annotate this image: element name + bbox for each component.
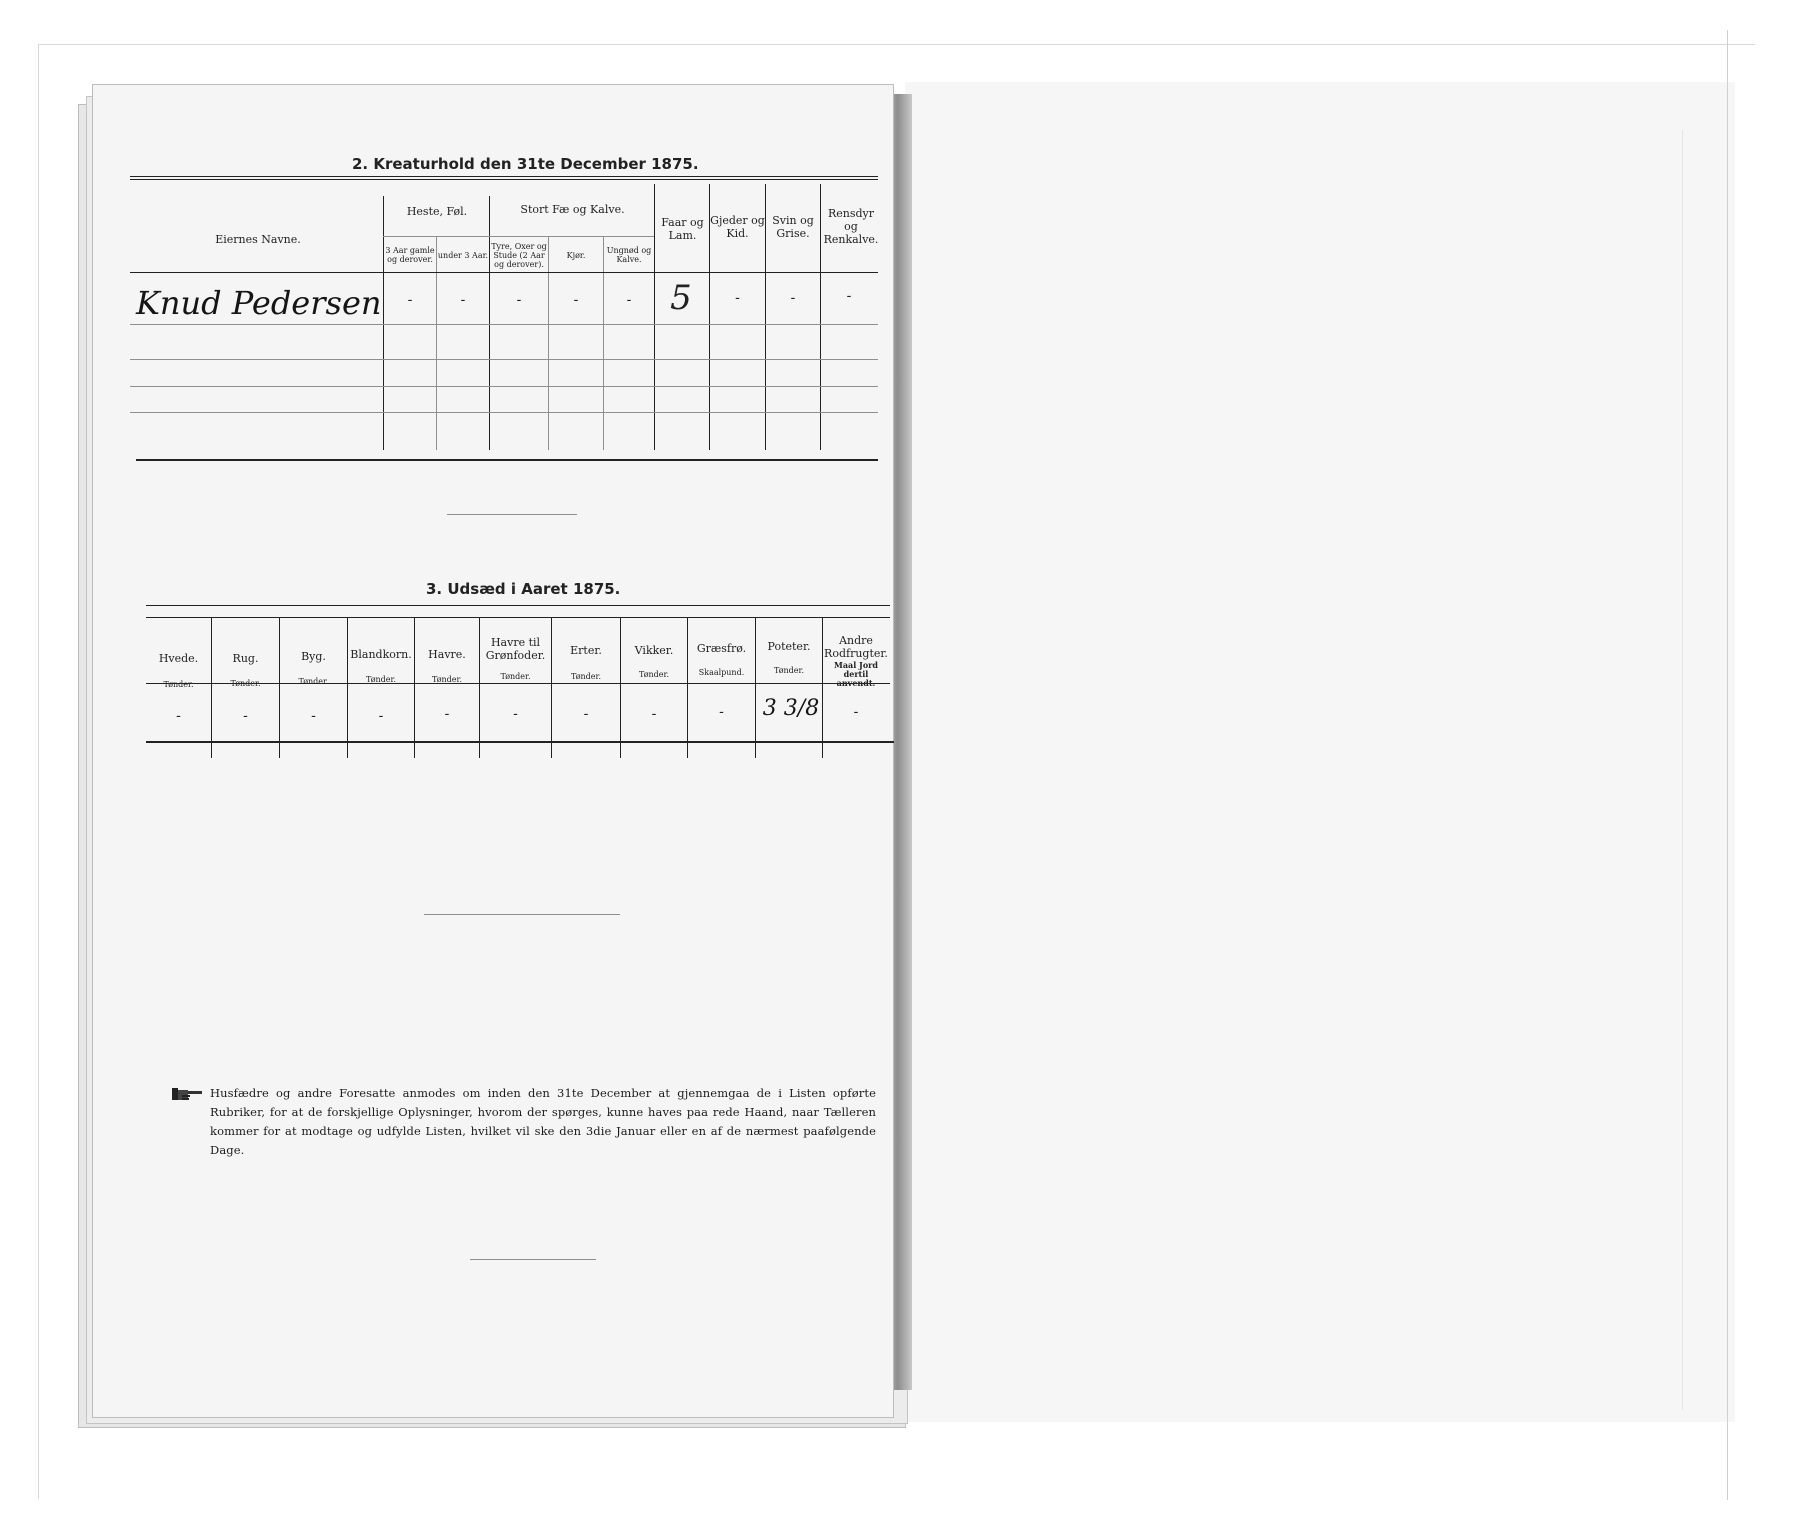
cell-pigs: - — [790, 290, 796, 306]
cell-goats: - — [735, 290, 740, 306]
cell-potatoes-handwritten: 3 3/8 — [762, 696, 820, 721]
table2-row-rule — [130, 359, 878, 360]
unit-green-fodder: Tønder. — [500, 672, 531, 681]
table3-col-rule — [687, 617, 688, 758]
header-reindeer: Rensdyr og Renkalve. — [823, 207, 879, 246]
table3-bottom-rule — [146, 741, 894, 743]
header-owner-names: Eiernes Navne. — [215, 233, 301, 246]
page-shadow-line — [1682, 130, 1683, 1410]
cell-root-crops: - — [853, 704, 859, 720]
table2-col-rule — [436, 236, 437, 450]
table2-top-rule-inner — [130, 179, 878, 180]
table2-col-rule — [548, 236, 549, 450]
table3-col-rule — [414, 617, 415, 758]
table3-col-rule — [755, 617, 756, 758]
cell-peas: - — [583, 706, 589, 722]
section-3-title: 3. Udsæd i Aaret 1875. — [426, 580, 621, 598]
scan-edge-line — [1727, 30, 1728, 1500]
header-sheep-lambs: Faar og Lam. — [661, 216, 704, 242]
header-cows: Kjør. — [566, 251, 586, 260]
unit-oats: Tønder. — [431, 675, 463, 684]
cell-cattle-cows: - — [573, 292, 579, 308]
footer-divider — [470, 1259, 596, 1260]
header-potatoes: Poteter. — [767, 640, 811, 653]
header-vetch: Vikker. — [634, 644, 674, 657]
header-young-cattle-calves: Ungnød og Kalve. — [606, 246, 652, 264]
unit-peas: Tønder. — [570, 672, 602, 681]
cell-rye: - — [243, 708, 248, 724]
unit-barley: Tønder. — [298, 677, 329, 686]
pointing-hand-icon — [172, 1086, 204, 1102]
table2-row-rule — [130, 324, 878, 325]
cell-sheep: 5 — [670, 278, 692, 318]
cell-wheat: - — [176, 708, 181, 724]
header-pigs-piglets: Svin og Grise. — [772, 214, 814, 240]
header-peas: Erter. — [570, 644, 602, 657]
table2-row-rule — [130, 386, 878, 387]
header-goats-kids: Gjeder og Kid. — [710, 214, 765, 240]
cell-cattle-young: - — [626, 292, 632, 308]
table2-col-rule — [603, 236, 604, 450]
table3-col-rule — [347, 617, 348, 758]
cell-horses-old: - — [407, 292, 413, 308]
unit-root-crops: Maal Jord dertil anvendt. — [834, 660, 878, 688]
table2-top-rule — [130, 176, 878, 177]
table2-header-bottom-rule — [130, 272, 878, 273]
unit-mixed-grain: Tønder. — [365, 675, 397, 684]
header-oats: Havre. — [428, 648, 466, 661]
cell-green-fodder: - — [513, 706, 518, 722]
table2-bottom-rule — [136, 459, 878, 461]
table3-top-rule-inner — [146, 617, 890, 618]
cell-reindeer: - — [846, 288, 852, 304]
header-other-root-crops: Andre Rodfrugter. — [824, 634, 888, 660]
section-divider — [424, 914, 620, 915]
header-wheat: Hvede. — [158, 652, 199, 665]
section-divider — [447, 514, 577, 515]
unit-vetch: Tønder. — [638, 670, 670, 679]
table3-col-rule — [551, 617, 552, 758]
unit-grass-seed: Skaalpund. — [698, 668, 745, 677]
header-oats-green-fodder: Havre til Grønfoder. — [485, 636, 546, 662]
table3-col-rule — [620, 617, 621, 758]
cell-horses-young: - — [460, 292, 466, 308]
owner-name-handwritten: Knud Pedersen — [136, 284, 382, 322]
table3-col-rule — [279, 617, 280, 758]
cell-mixed-grain: - — [378, 708, 384, 724]
header-horses-under-3-years: under 3 Aar. — [437, 251, 489, 260]
instruction-footnote: Husfædre og andre Foresatte anmodes om inden den 31te December at gjennemgaa de i Listen opførte Rubriker, for at de forskjellige Oplysninger, hvorom der spørges, kunne haves paa rede Haand, naar Tælleren kommer for at modtage og udfylde Listen, hvilket vil ske den 3die Januar eller en af de nærmest paafølgende Dage. — [210, 1086, 876, 1157]
unit-potatoes: Tønder. — [773, 666, 805, 675]
blank-facing-page — [905, 82, 1735, 1422]
cell-grass-seed: - — [719, 704, 724, 720]
cell-vetch: - — [651, 706, 657, 722]
header-bulls-oxen-steers: Tyre, Oxer og Stude (2 Aar og derover). — [491, 242, 547, 269]
header-large-cattle: Stort Fæ og Kalve. — [520, 203, 625, 216]
cell-cattle-bulls: - — [516, 292, 522, 308]
header-horses: Heste, Føl. — [406, 205, 468, 218]
unit-wheat: Tønder. — [163, 680, 194, 689]
table2-subheader-rule — [383, 236, 654, 237]
header-horses-3-years-and-older: 3 Aar gamle og derover. — [385, 246, 435, 264]
cell-oats: - — [444, 706, 450, 722]
table2-col-rule — [654, 184, 655, 450]
header-barley: Byg. — [301, 650, 326, 663]
header-rye: Rug. — [232, 652, 259, 665]
table2-row-rule — [130, 412, 878, 413]
section-2-title: 2. Kreaturhold den 31te December 1875. — [352, 155, 699, 173]
header-mixed-grain: Blandkorn. — [350, 648, 412, 661]
unit-rye: Tønder. — [230, 679, 261, 688]
header-grass-seed: Græsfrø. — [696, 642, 747, 655]
cell-barley: - — [311, 708, 316, 724]
table3-top-rule — [146, 605, 890, 606]
